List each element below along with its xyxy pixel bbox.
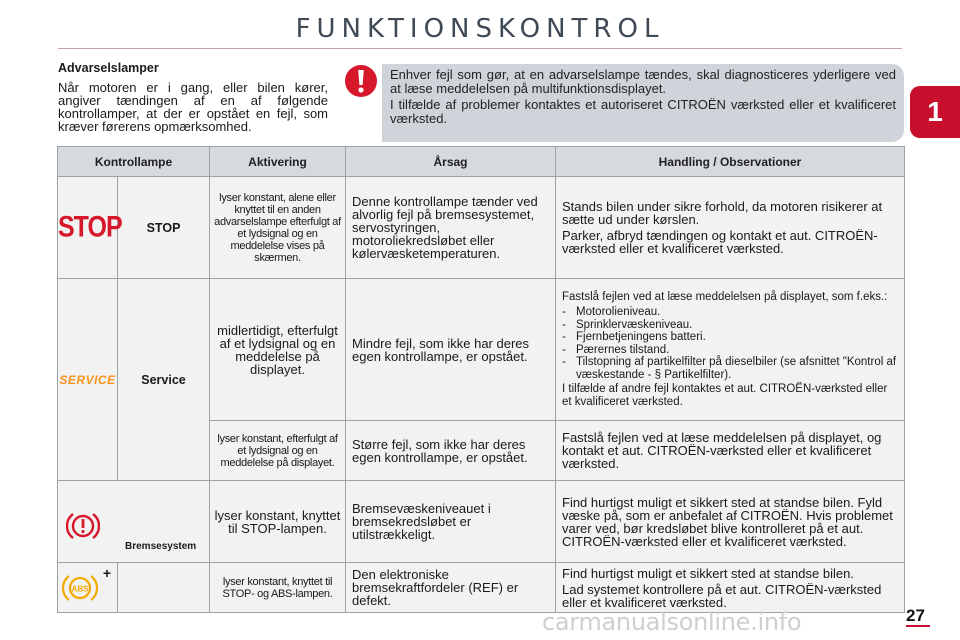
- table-row-service-1: [58, 279, 905, 421]
- list-item: - Fjernbetjeningens batteri.: [562, 331, 706, 344]
- intro-text: Når motoren er i gang, eller bilen kører, angiver tændingen af en af følgende kontrollamper, at der er opstået en fejl, som kræver førerens opmærksomhed.: [58, 80, 328, 134]
- intro-section: [58, 62, 328, 133]
- warning-paragraph: Enhver fejl som gør, at en advarselslampe tændes, skal diagnosticeres yderligere ved at læse meddelelsen på multifunktionsdisplayet.: [390, 67, 896, 96]
- list-item: - Pærernes tilstand.: [562, 343, 670, 356]
- svg-text:ABS: ABS: [71, 584, 89, 594]
- plus-sign: +: [102, 565, 111, 581]
- service-handling-intro: Fastslå fejlen ved at læse meddelelsen på displayet, som f.eks.:: [562, 290, 888, 303]
- service-cause-1: Mindre fejl, som ikke har deres egen kontrollampe, er opstået.: [346, 279, 556, 421]
- service-activation-2: lyser konstant, efterfulgt af et lydsignal og en meddelelse på displayet.: [210, 421, 346, 481]
- brake-cause-2: Den elektroniske bremsekraftfordeler (REF) er defekt.: [346, 563, 556, 613]
- brake-handling-paragraph: Lad systemet kontrollere på et aut. CITROËN-værksted eller et kvalificeret værksted.: [562, 581, 882, 610]
- service-cause-2: Større fejl, som ikke har deres egen kontrollampe, er opstået.: [346, 421, 556, 481]
- list-item: - Motorolieniveau.: [562, 306, 661, 319]
- abs-lamp-cell: [58, 563, 118, 613]
- brake-activation-1: lyser konstant, knyttet til STOP-lampen.: [210, 481, 346, 563]
- stop-handling-paragraph: Parker, afbryd tændingen og kontakt et aut. CITROËN-værksted eller et kvalificeret værksted.: [562, 228, 878, 256]
- page-title: FUNKTIONSKONTROL: [295, 14, 665, 44]
- brake-handling-1: Find hurtigst muligt et sikkert sted at standse bilen. Fyld væske på, som er anbefalet af CITROËN. Hvis problemet varer ved, bør kredsløbet blive kontrolleret på et aut. CITROËN-værksted eller et kvalificeret værksted.: [556, 481, 905, 563]
- table-header-row: [58, 147, 905, 177]
- service-icon: SERVICE: [59, 372, 116, 387]
- brake-warning-icon: [66, 511, 100, 541]
- stop-cause: Denne kontrollampe tænder ved alvorlig fejl på bremsesystemet, servostyringen, motoroliekredsløbet eller kølervæsketemperaturen.: [346, 177, 556, 279]
- table-row-brake-2: [58, 563, 905, 613]
- title-divider: [58, 48, 902, 49]
- service-handling-2: Fastslå fejlen ved at læse meddelelsen på displayet, og kontakt et aut. CITROËN-værksted eller et kvalificeret værksted.: [556, 421, 905, 481]
- header-arsag: Årsag: [346, 147, 556, 177]
- service-handling-outro: I tilfælde af andre fejl kontaktes et aut. CITROËN-værksted eller et kvalificeret værksted.: [562, 383, 888, 408]
- warning-paragraph: I tilfælde af problemer kontaktes et autoriseret CITROËN værksted eller et kvalificeret værksted.: [390, 97, 896, 126]
- warning-lamps-table: [57, 146, 905, 613]
- watermark: carmanualsonline.info: [542, 608, 802, 636]
- stop-lamp-cell: [58, 177, 122, 279]
- list-item: - Tilstopning af partikelfilter på dieselbiler (se afsnittet "Kontrol af væskestande - § Partikelfilter).: [562, 356, 897, 381]
- stop-handling: [556, 177, 905, 279]
- stop-icon: STOP: [58, 210, 122, 244]
- exclamation-icon: [344, 64, 378, 98]
- list-item: - Sprinklervæskeniveau.: [562, 318, 693, 331]
- header-aktivering: Aktivering: [210, 147, 346, 177]
- brake-cause-1: Bremsevæskeniveauet i bremsekredsløbet er utilstrækkeligt.: [346, 481, 556, 563]
- abs-icon: [62, 573, 98, 603]
- brake-handling-2: [556, 563, 905, 613]
- service-activation-1: midlertidigt, efterfulgt af et lydsignal og en meddelelse på displayet.: [210, 279, 346, 421]
- page-number: 27: [906, 606, 956, 626]
- service-handling-1: [556, 279, 905, 421]
- table-row-stop: [58, 177, 905, 279]
- stop-name: STOP: [118, 177, 210, 279]
- warning-box: [382, 64, 904, 142]
- service-lamp-cell: [58, 279, 118, 481]
- stop-activation: lyser konstant, alene eller knyttet til en anden advarselslampe efterfulgt af et lydsignal og en meddelelse vises på skærmen.: [210, 177, 346, 279]
- brake-name: Bremsesystem: [125, 541, 197, 552]
- brake-lamp-cell: [58, 481, 210, 563]
- stop-handling-paragraph: Stands bilen under sikre forhold, da motoren risikerer at sætte ud under kørslen.: [562, 199, 883, 227]
- header-handling: Handling / Observationer: [556, 147, 905, 177]
- header-kontrollampe: Kontrollampe: [58, 147, 210, 177]
- service-name: Service: [118, 279, 210, 481]
- brake-activation-2: lyser konstant, knyttet til STOP- og ABS-lampen.: [210, 563, 346, 613]
- chapter-tab[interactable]: 1: [910, 86, 960, 138]
- brake-handling-paragraph: Find hurtigst muligt et sikkert sted at standse bilen.: [562, 565, 854, 581]
- table-row-brake-1: [58, 481, 905, 563]
- abs-name-cell: [118, 563, 210, 613]
- intro-heading: Advarselslamper: [58, 61, 159, 75]
